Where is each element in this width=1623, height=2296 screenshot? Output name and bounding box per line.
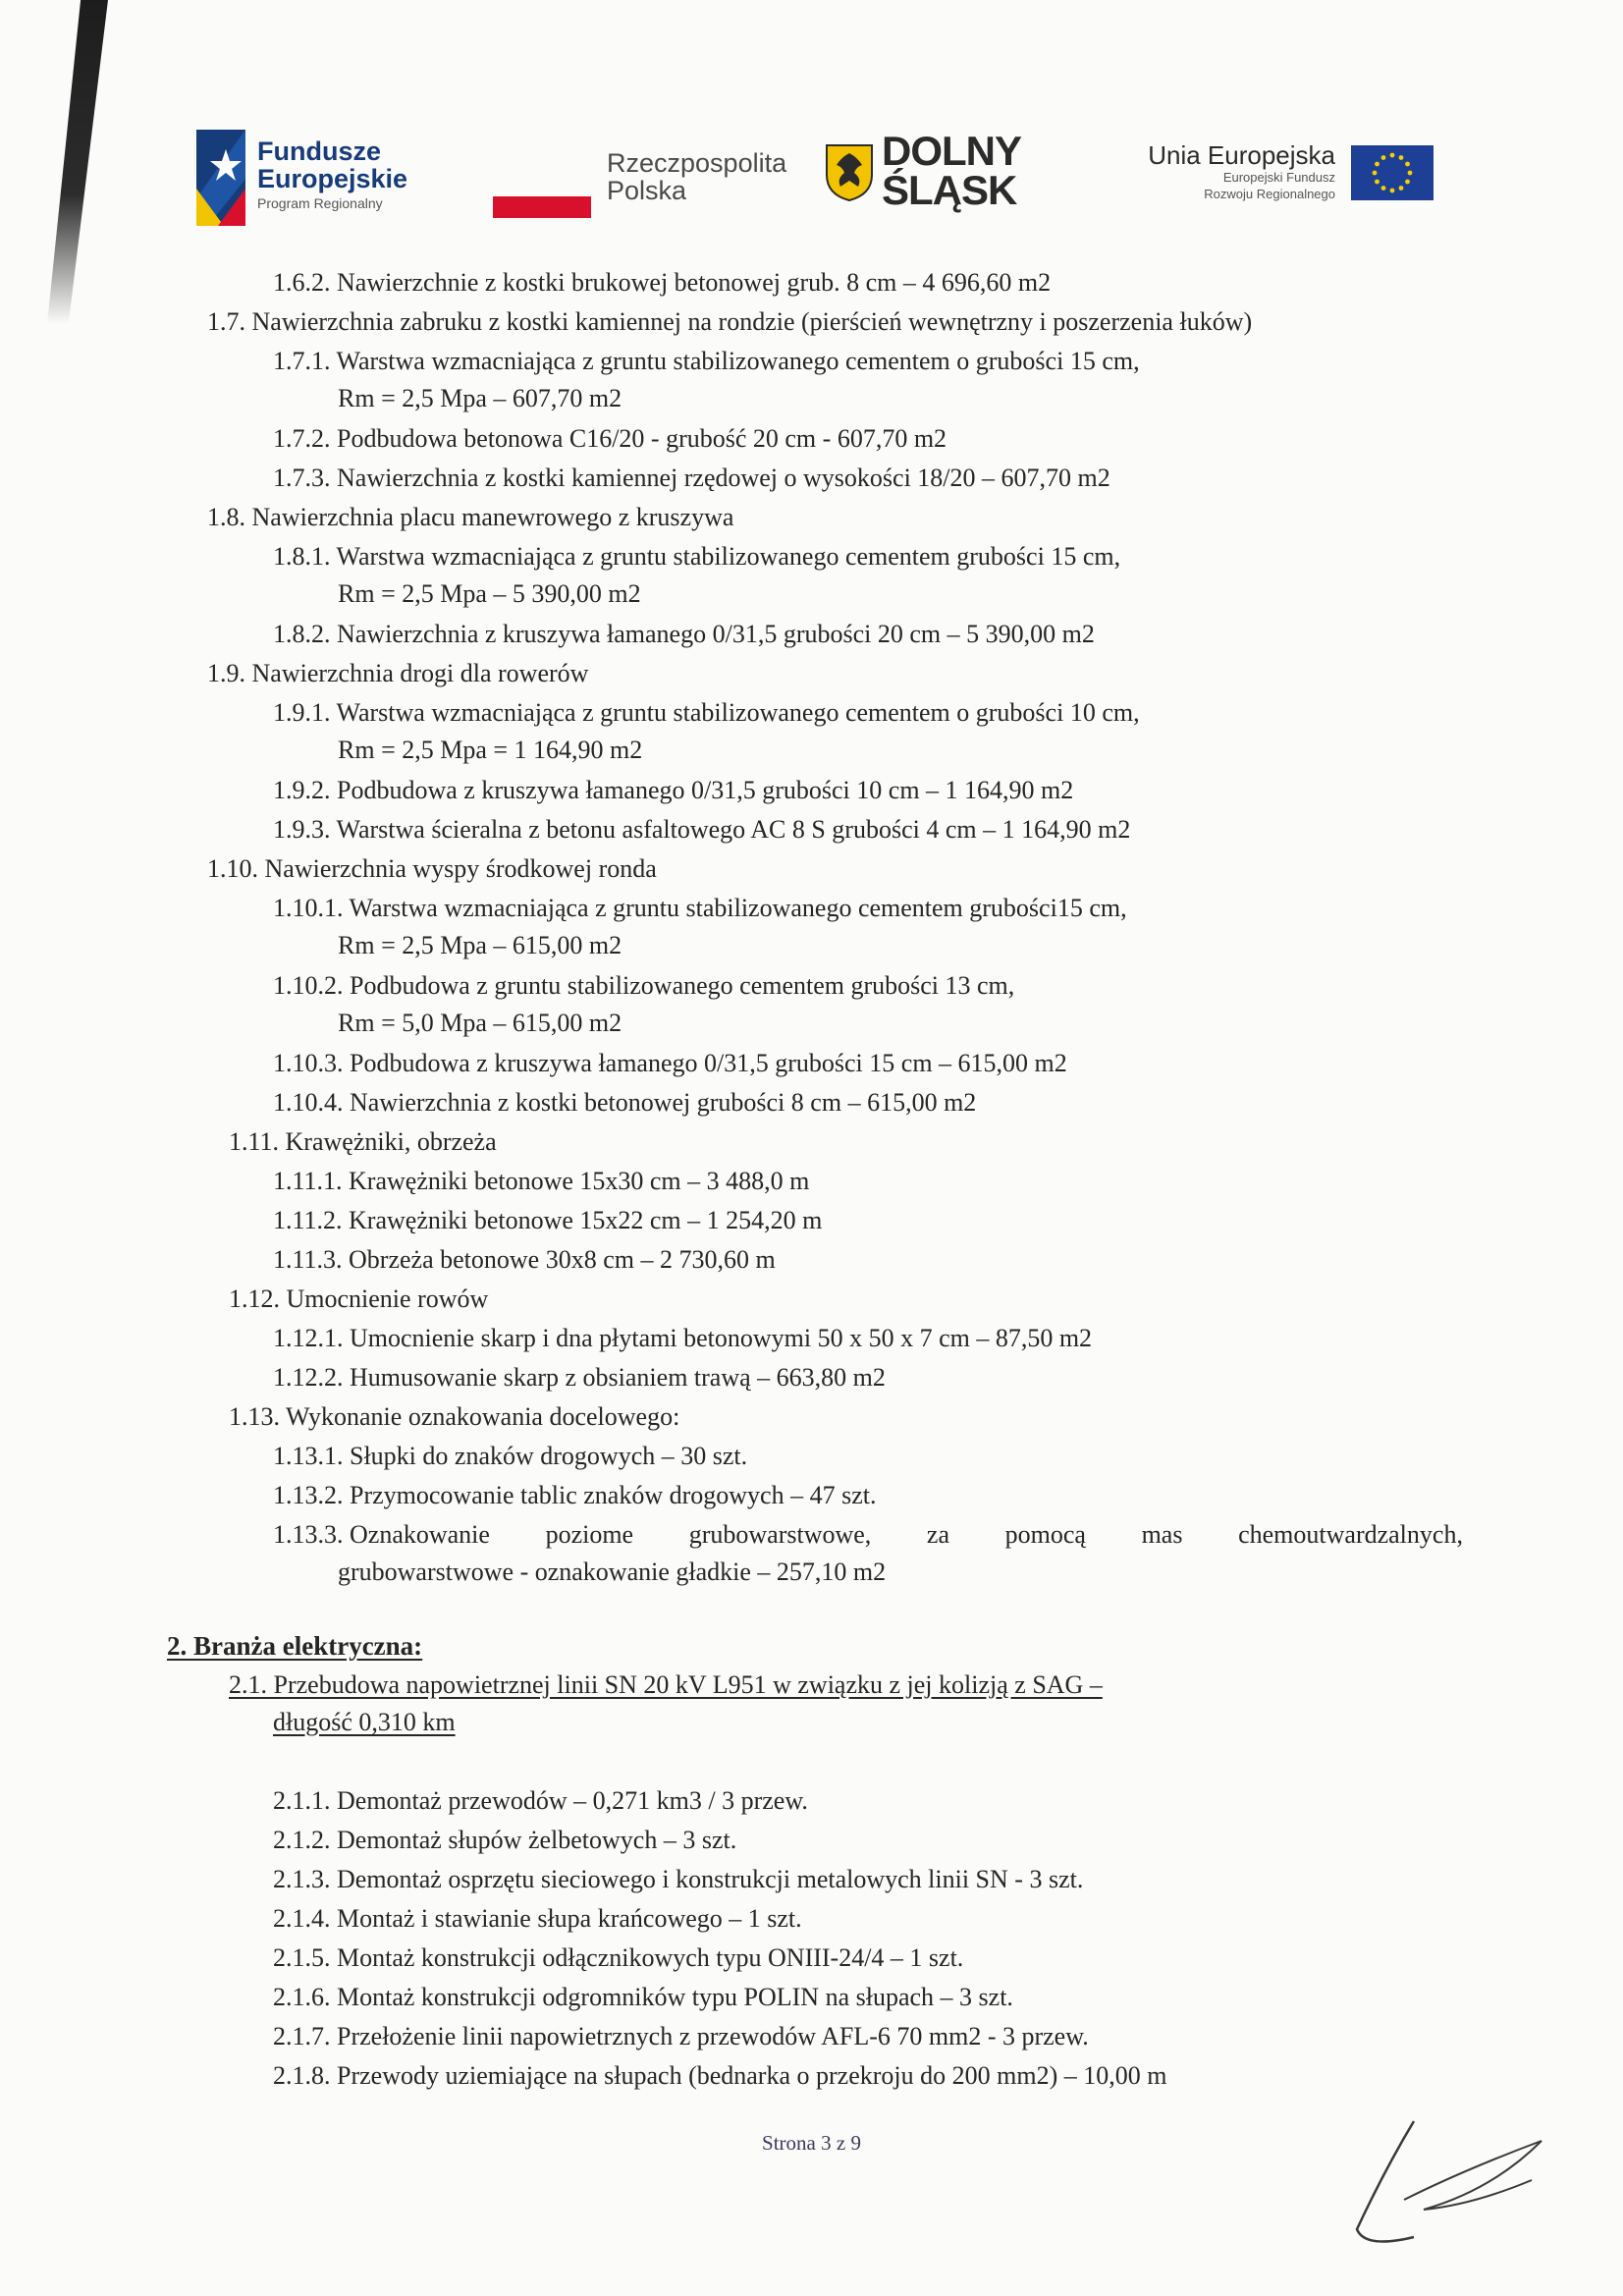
unia-europejska-logo <box>1109 132 1434 230</box>
fe-subtitle: Program Regionalny <box>257 195 383 211</box>
item-1-13: 1.13. Wykonanie oznakowania docelowego: <box>229 1402 680 1431</box>
word: chemoutwardzalnych, <box>1238 1520 1463 1549</box>
item-2-1 <box>229 1669 1103 1701</box>
dolny-slask-logo <box>825 130 1060 228</box>
word: poziome <box>545 1520 634 1549</box>
fundusze-star-icon <box>196 130 245 226</box>
item-1-8-1: 1.8.1. Warstwa wzmacniająca z gruntu stabilizowanego cementem grubości 15 cm, <box>273 542 1121 571</box>
item-1-13-2: 1.13.2. Przymocowanie tablic znaków drogowych – 47 szt. <box>273 1481 877 1509</box>
header-logos <box>0 118 1623 226</box>
item-1-9-3: 1.9.3. Warstwa ścieralna z betonu asfaltowego AC 8 S grubości 4 cm – 1 164,90 m2 <box>273 815 1131 844</box>
item-1-9: 1.9. Nawierzchnia drogi dla rowerów <box>207 659 589 687</box>
polish-flag-icon <box>493 175 591 218</box>
word: 1.13.3. Oznakowanie <box>273 1520 490 1549</box>
item-1-13-3 <box>273 1519 1463 1551</box>
fe-title-line1: Fundusze <box>257 137 381 166</box>
word: pomocą <box>1004 1520 1086 1549</box>
eu-title: Unia Europejska <box>1148 140 1335 170</box>
item-2-1-title: 2.1. Przebudowa napowietrznej linii SN 20 kV L951 w związku z jej kolizją z SAG – <box>229 1670 1103 1699</box>
item-1-10-4: 1.10.4. Nawierzchnia z kostki betonowej grubości 8 cm – 615,00 m2 <box>273 1088 977 1117</box>
item-2-1-4: 2.1.4. Montaż i stawianie słupa krańcowego – 1 szt. <box>273 1904 802 1933</box>
item-1-8-1-cont: Rm = 2,5 Mpa – 5 390,00 m2 <box>338 579 641 608</box>
item-1-10-1: 1.10.1. Warstwa wzmacniająca z gruntu stabilizowanego cementem grubości15 cm, <box>273 894 1127 922</box>
item-1-11-3: 1.11.3. Obrzeża betonowe 30x8 cm – 2 730,60 m <box>273 1245 776 1274</box>
item-2-1-length: długość 0,310 km <box>273 1708 456 1736</box>
item-1-7: 1.7. Nawierzchnia zabruku z kostki kamiennej na rondzie (pierścień wewnętrzny i poszerzenia łuków) <box>207 307 1253 336</box>
item-1-7-1-cont: Rm = 2,5 Mpa – 607,70 m2 <box>338 384 622 412</box>
item-2-1-2: 2.1.2. Demontaż słupów żelbetowych – 3 szt. <box>273 1826 737 1854</box>
item-1-11-2: 1.11.2. Krawężniki betonowe 15x22 cm – 1 254,20 m <box>273 1206 823 1234</box>
eagle-crest-icon <box>825 141 874 202</box>
eu-flag-icon <box>1351 145 1434 200</box>
ds-title-line1: DOLNY <box>882 128 1021 174</box>
word: mas <box>1141 1520 1183 1549</box>
item-1-6-2: 1.6.2. Nawierzchnie z kostki brukowej betonowej grub. 8 cm – 4 696,60 m2 <box>273 268 1052 297</box>
word: za <box>926 1520 950 1549</box>
item-2-1-5: 2.1.5. Montaż konstrukcji odłącznikowych typu ONIII-24/4 – 1 szt. <box>273 1943 964 1972</box>
item-1-10-2-cont: Rm = 5,0 Mpa – 615,00 m2 <box>338 1009 622 1037</box>
item-1-8: 1.8. Nawierzchnia placu manewrowego z kruszywa <box>207 503 734 531</box>
fundusze-europejskie-logo <box>196 130 432 228</box>
item-1-11-1: 1.11.1. Krawężniki betonowe 15x30 cm – 3 488,0 m <box>273 1167 810 1195</box>
item-1-12: 1.12. Umocnienie rowów <box>229 1285 489 1313</box>
item-1-13-3-cont: grubowarstwowe - oznakowanie gładkie – 257,10 m2 <box>338 1558 887 1586</box>
item-2-1-8: 2.1.8. Przewody uziemiające na słupach (bednarka o przekroju do 200 mm2) – 10,00 m <box>273 2061 1167 2090</box>
item-1-11: 1.11. Krawężniki, obrzeża <box>229 1127 497 1156</box>
item-1-12-1: 1.12.1. Umocnienie skarp i dna płytami betonowymi 50 x 50 x 7 cm – 87,50 m2 <box>273 1324 1093 1352</box>
ds-title-line2: ŚLĄSK <box>882 167 1017 213</box>
item-2-1-7: 2.1.7. Przełożenie linii napowietrznych z przewodów AFL-6 70 mm2 - 3 przew. <box>273 2022 1089 2050</box>
signature-icon <box>1345 2111 1551 2259</box>
item-2-1-cont <box>273 1707 456 1738</box>
item-1-10: 1.10. Nawierzchnia wyspy środkowej ronda <box>207 854 657 883</box>
item-1-10-1-cont: Rm = 2,5 Mpa – 615,00 m2 <box>338 931 622 959</box>
fe-title-line2: Europejskie <box>257 164 408 193</box>
item-1-10-3: 1.10.3. Podbudowa z kruszywa łamanego 0/31,5 grubości 15 cm – 615,00 m2 <box>273 1049 1067 1077</box>
item-1-9-2: 1.9.2. Podbudowa z kruszywa łamanego 0/31,5 grubości 10 cm – 1 164,90 m2 <box>273 776 1074 804</box>
item-1-7-2: 1.7.2. Podbudowa betonowa C16/20 - grubość 20 cm - 607,70 m2 <box>273 424 947 453</box>
rp-title-line1: Rzeczpospolita <box>607 148 787 178</box>
item-1-7-3: 1.7.3. Nawierzchnia z kostki kamiennej rzędowej o wysokości 18/20 – 607,70 m2 <box>273 464 1110 492</box>
item-1-9-1-cont: Rm = 2,5 Mpa = 1 164,90 m2 <box>338 736 643 764</box>
item-1-12-2: 1.12.2. Humusowanie skarp z obsianiem trawą – 663,80 m2 <box>273 1363 886 1392</box>
item-2-1-1: 2.1.1. Demontaż przewodów – 0,271 km3 / 3 przew. <box>273 1786 808 1815</box>
eu-subtitle-line2: Rozwoju Regionalnego <box>1204 187 1335 201</box>
item-2-1-6: 2.1.6. Montaż konstrukcji odgromników typu POLIN na słupach – 3 szt. <box>273 1983 1013 2011</box>
item-1-13-1: 1.13.1. Słupki do znaków drogowych – 30 szt. <box>273 1442 748 1470</box>
item-1-10-2: 1.10.2. Podbudowa z gruntu stabilizowanego cementem grubości 13 cm, <box>273 971 1015 1000</box>
item-1-9-1: 1.9.1. Warstwa wzmacniająca z gruntu stabilizowanego cementem o grubości 10 cm, <box>273 698 1140 727</box>
eu-subtitle-line1: Europejski Fundusz <box>1222 170 1335 185</box>
rp-title-line2: Polska <box>607 176 687 205</box>
item-2-1-3: 2.1.3. Demontaż osprzętu sieciowego i konstrukcji metalowych linii SN - 3 szt. <box>273 1865 1084 1893</box>
section-2-heading: 2. Branża elektryczna: <box>167 1631 423 1661</box>
item-1-7-1: 1.7.1. Warstwa wzmacniająca z gruntu stabilizowanego cementem o grubości 15 cm, <box>273 347 1140 375</box>
word: grubowarstwowe, <box>688 1520 872 1549</box>
item-1-8-2: 1.8.2. Nawierzchnia z kruszywa łamanego 0/31,5 grubości 20 cm – 5 390,00 m2 <box>273 620 1095 648</box>
rzeczpospolita-logo <box>493 145 787 224</box>
page-number: Strona 3 z 9 <box>762 2131 861 2155</box>
